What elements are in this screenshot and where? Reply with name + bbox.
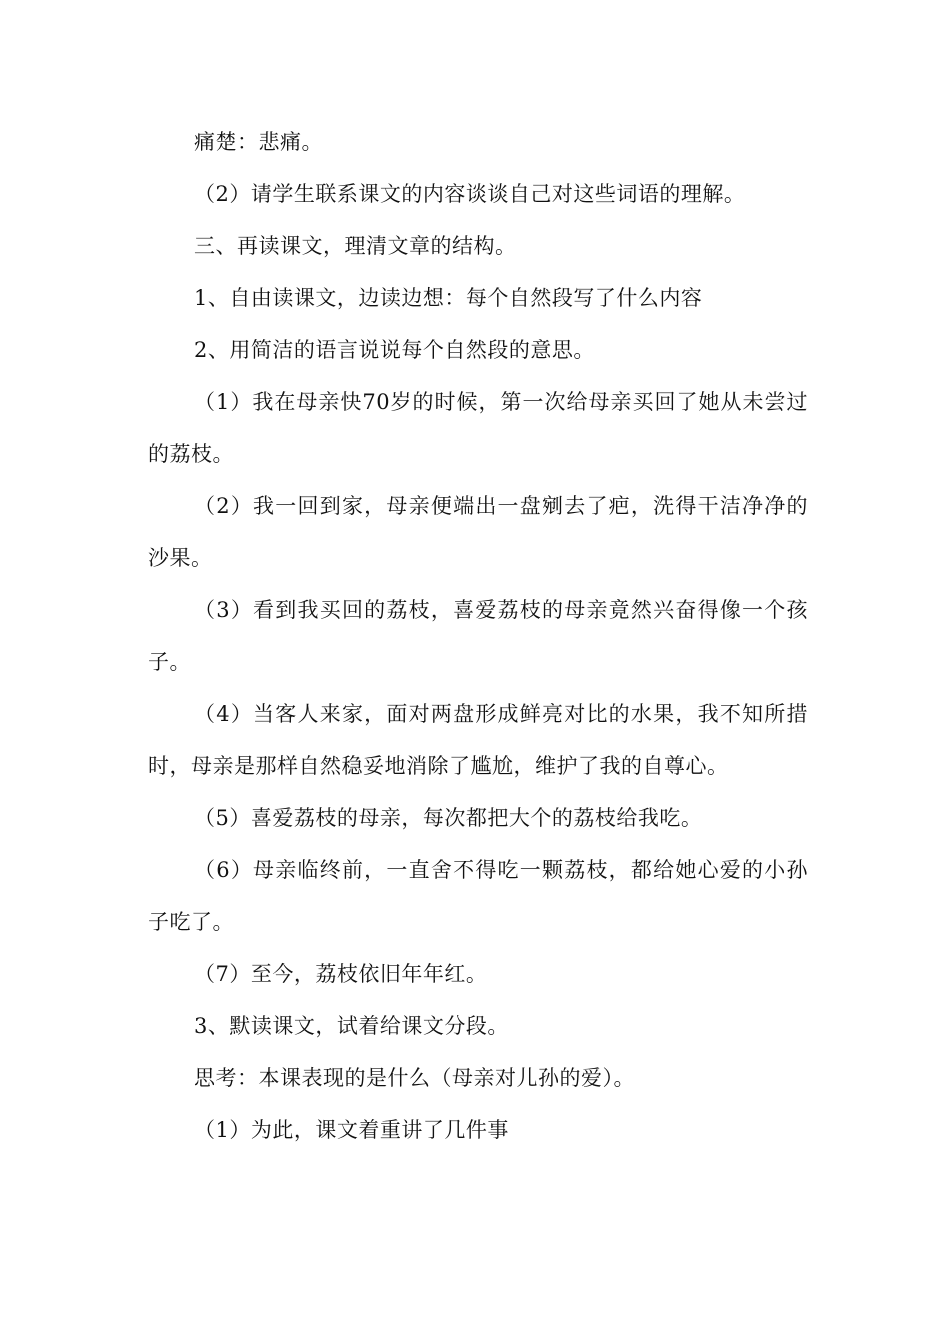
paragraph-item-1: （1）我在母亲快70岁的时候，第一次给母亲买回了她从未尝过的荔枝。 xyxy=(148,390,808,466)
paragraph-step-3: 3、默读课文，试着给课文分段。 xyxy=(194,1014,509,1038)
section-heading-3: 三、再读课文，理清文章的结构。 xyxy=(194,234,517,258)
document-body xyxy=(148,116,808,1156)
paragraph-step-1: 1、自由读课文，边读边想：每个自然段写了什么内容 xyxy=(194,286,703,310)
paragraph-task-2: （2）请学生联系课文的内容谈谈自己对这些词语的理解。 xyxy=(194,182,746,206)
paragraph-question-1: （1）为此，课文着重讲了几件事 xyxy=(194,1118,509,1142)
paragraph-item-2: （2）我一回到家，母亲便端出一盘剜去了疤，洗得干洁净净的沙果。 xyxy=(148,494,808,570)
paragraph-step-2: 2、用简洁的语言说说每个自然段的意思。 xyxy=(194,338,595,362)
paragraph-item-5: （5）喜爱荔枝的母亲，每次都把大个的荔枝给我吃。 xyxy=(194,806,703,830)
paragraph-item-4: （4）当客人来家，面对两盘形成鲜亮对比的水果，我不知所措时，母亲是那样自然稳妥地消除了尴尬，维护了我的自尊心。 xyxy=(148,702,808,778)
paragraph-item-6: （6）母亲临终前，一直舍不得吃一颗荔枝，都给她心爱的小孙子吃了。 xyxy=(148,858,808,934)
paragraph-definition: 痛楚：悲痛。 xyxy=(194,130,323,154)
paragraph-thinking: 思考：本课表现的是什么（母亲对儿孙的爱）。 xyxy=(194,1066,635,1090)
paragraph-item-7: （7）至今，荔枝依旧年年红。 xyxy=(194,962,488,986)
paragraph-item-3: （3）看到我买回的荔枝，喜爱荔枝的母亲竟然兴奋得像一个孩子。 xyxy=(148,598,808,674)
